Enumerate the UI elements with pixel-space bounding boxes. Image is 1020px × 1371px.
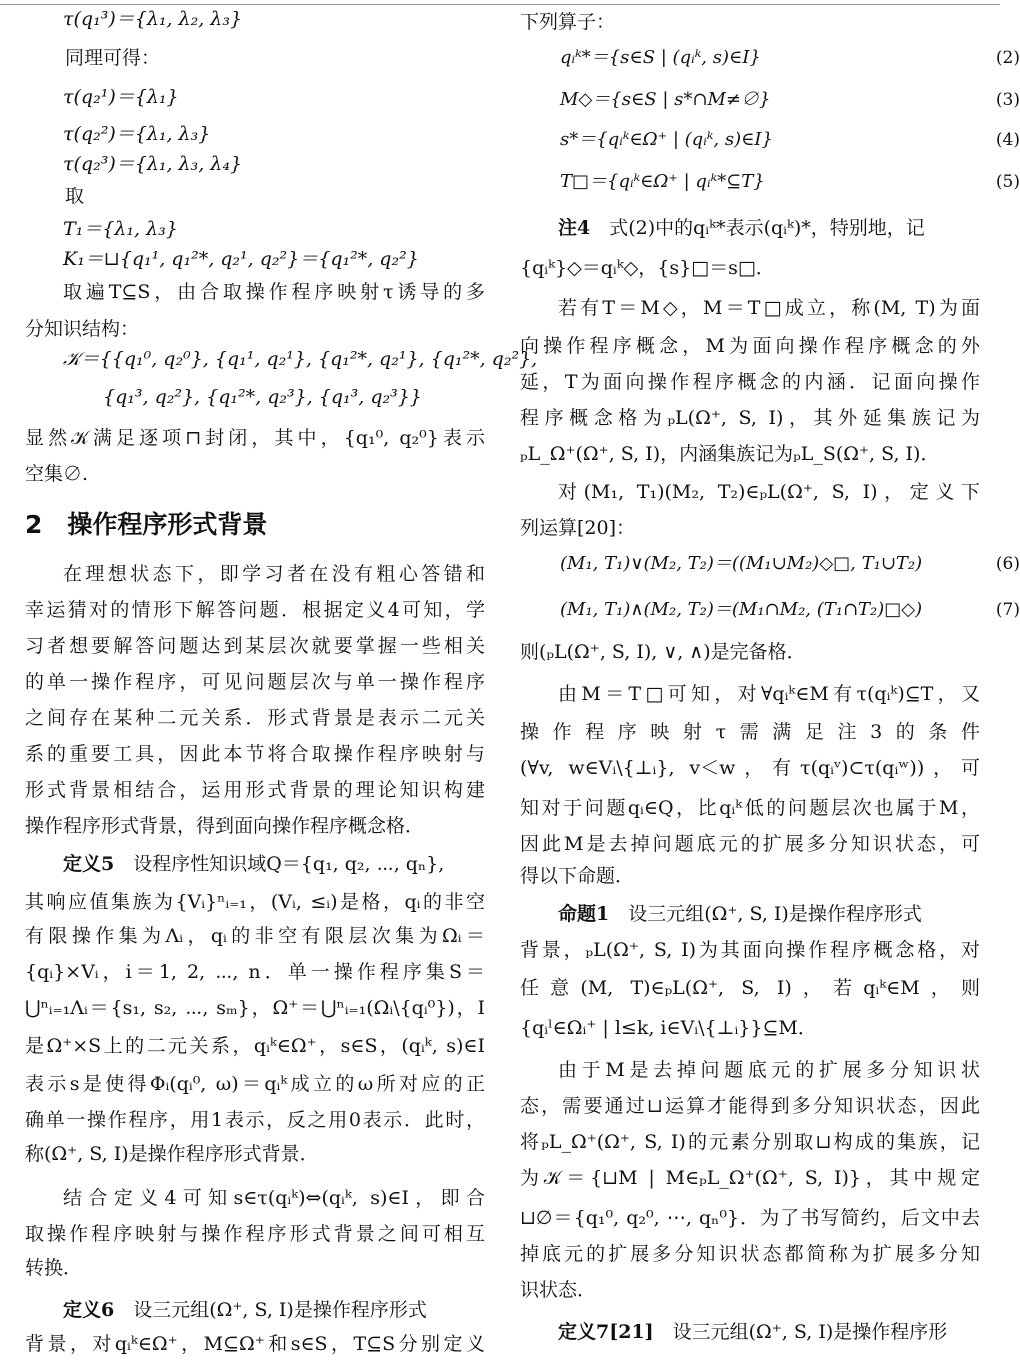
text-line: {qᵢ}×Vᵢ，i＝1, 2, ⋯, n．单一操作程序集S＝: [25, 961, 485, 983]
definition-text: 设三元组(Ω⁺, S, I)是操作程序形式: [114, 1299, 427, 1321]
math-line: τ(q₂²)＝{λ₁, λ₃}: [63, 123, 211, 145]
math-line: K₁＝⊔{q₁¹, q₁²*, q₂¹, q₂²}＝{q₁²*, q₂²}: [63, 248, 419, 270]
text-line: 态，需要通过⊔运算才能得到多分知识状态，因此: [520, 1095, 980, 1117]
text-line: 确单一操作程序，用1表示，反之用0表示．此时，: [25, 1109, 485, 1131]
text-line: 空集∅.: [25, 463, 89, 485]
definition-text: 设三元组(Ω⁺, S, I)是操作程序形: [653, 1321, 948, 1343]
definition-line: [25, 1296, 485, 1324]
definition-label: 注4: [558, 217, 591, 239]
math-line: τ(q₂³)＝{λ₁, λ₃, λ₄}: [63, 153, 243, 175]
text-line: 是Ω⁺×S上的二元关系，qᵢᵏ∈Ω⁺，s∈S，(qᵢᵏ, s)∈I: [25, 1035, 485, 1057]
equation-number: (5): [995, 172, 1020, 192]
text-line: {qᵢˡ∈Ωᵢ⁺ | l≤k, i∈Vᵢ\{⊥ᵢ}}⊆M．: [520, 1017, 817, 1039]
math-line: τ(q₂¹)＝{λ₁}: [63, 86, 179, 108]
text-line: 程序概念格为ₚL(Ω⁺, S, I)，其外延集族记为: [520, 407, 980, 429]
text-line: {qᵢᵏ}◇＝qᵢᵏ◇，{s}□＝s□．: [520, 257, 775, 279]
text-line: 则(ₚL(Ω⁺, S, I), ∨, ∧)是完备格．: [520, 641, 806, 663]
text-line: ⋃ⁿᵢ₌₁Λᵢ＝{s₁, s₂, ⋯, sₘ}，Ω⁺＝⋃ⁿᵢ₌₁(Ωᵢ\{qᵢ⁰})，I: [25, 997, 485, 1019]
text-line: 显然𝒦满足逐项⊓封闭，其中，{q₁⁰, q₂⁰}表示: [25, 427, 485, 449]
text-line: 的单一操作程序，可见问题层次与单一操作程序: [25, 671, 485, 693]
section-heading: 2 操作程序形式背景: [25, 510, 268, 539]
text-line: 分知识结构：: [25, 318, 140, 340]
equation-body: s*＝{qᵢᵏ∈Ω⁺ | (qᵢᵏ, s)∈I}: [560, 129, 773, 150]
math-line: 𝒦＝{{q₁⁰, q₂⁰}, {q₁¹, q₂¹}, {q₁²*, q₂¹}, {q₁²*, q₂²},: [63, 348, 538, 370]
text-line: 表示s是使得Φᵢ(qᵢ⁰, ω)＝qᵢᵏ成立的ω所对应的正: [25, 1073, 485, 1095]
text-line: 背景，对qᵢᵏ∈Ω⁺，M⊆Ω⁺和s∈S，T⊆S分别定义: [25, 1333, 485, 1355]
text-line: 得以下命题．: [520, 865, 635, 887]
definition-line: [25, 850, 485, 878]
text-line: 系的重要工具，因此本节将合取操作程序映射与: [25, 743, 485, 765]
definition-text: 设三元组(Ω⁺, S, I)是操作程序形式: [609, 903, 922, 925]
text-line: ⊔∅＝{q₁⁰, q₂⁰, ⋯, qₙ⁰}．为了书写简约，后文中去: [520, 1207, 980, 1229]
text-line: 有限操作集为Λᵢ，qᵢ的非空有限层次集为Ωᵢ＝: [25, 925, 485, 947]
equation: [520, 86, 1020, 114]
definition-label: 命题1: [558, 903, 610, 925]
text-line: 将ₚL_Ω⁺(Ω⁺, S, I)的元素分别取⊔构成的集族，记: [520, 1131, 980, 1153]
text-line: 向操作程序概念，M为面向操作程序概念的外: [520, 335, 980, 357]
equation-body: T□＝{qᵢᵏ∈Ω⁺ | qᵢᵏ*⊆T}: [560, 171, 765, 192]
definition-line: [520, 214, 980, 242]
equation-number: (6): [995, 554, 1020, 574]
text-line: 结合定义4可知s∈τ(qᵢᵏ)⇔(qᵢᵏ, s)∈I，即合: [63, 1187, 485, 1209]
text-line: 知对于问题qᵢ∈Q，比qᵢᵏ低的问题层次也属于M，: [520, 797, 980, 819]
text-line: 习者想要解答问题达到某层次就要掌握一些相关: [25, 635, 485, 657]
definition-text: 设程序性知识域Q＝{q₁, q₂, ⋯, qₙ},: [114, 853, 445, 875]
equation: [520, 550, 1020, 578]
definition-label: 定义6: [63, 1299, 115, 1321]
text-line: 为𝒦＝{⊔M | M∈ₚL_Ω⁺(Ω⁺, S, I)}，其中规定: [520, 1167, 980, 1189]
definition-line: [520, 900, 980, 928]
text-line: 列运算[20]：: [520, 517, 636, 539]
equation-number: (4): [995, 130, 1020, 150]
definition-text: 式(2)中的qᵢᵏ*表示(qᵢᵏ)*，特别地，记: [590, 217, 925, 239]
text-line: 延，T为面向操作程序概念的内涵．记面向操作: [520, 371, 980, 393]
text-line: 任意(M, T)∈ₚL(Ω⁺, S, I)，若qᵢᵏ∈M，则: [520, 977, 980, 999]
text-line: 幸运猜对的情形下解答问题．根据定义4可知，学: [25, 599, 485, 621]
equation-body: (M₁, T₁)∨(M₂, T₂)＝((M₁∪M₂)◇□, T₁∪T₂): [560, 553, 923, 574]
text-line: 掉底元的扩展多分知识状态都简称为扩展多分知: [520, 1243, 980, 1265]
text-line: 对(M₁, T₁)(M₂, T₂)∈ₚL(Ω⁺, S, I)，定义下: [558, 481, 980, 503]
text-line: 下列算子：: [520, 11, 616, 33]
text-line: ₚL_Ω⁺(Ω⁺, S, I)，内涵集族记为ₚL_S(Ω⁺, S, I)．: [520, 443, 940, 465]
text-line: 转换．: [25, 1257, 83, 1279]
text-line: 若有T＝M◇，M＝T□成立，称(M, T)为面: [558, 297, 980, 319]
text-line: (∀v, w∈Vᵢ\{⊥ᵢ}, v＜w，有τ(qᵢᵛ)⊂τ(qᵢʷ))，可: [520, 757, 980, 779]
equation-body: (M₁, T₁)∧(M₂, T₂)＝(M₁∩M₂, (T₁∩T₂)□◇): [560, 599, 923, 620]
equation-number: (7): [995, 600, 1020, 620]
equation: [520, 168, 1020, 196]
text-line: 因此M是去掉问题底元的扩展多分知识状态，可: [520, 833, 980, 855]
definition-line: [520, 1318, 980, 1346]
equation-body: M◇＝{s∈S | s*∩M≠∅}: [560, 89, 771, 110]
equation: [520, 44, 1020, 72]
text-line: 识状态．: [520, 1279, 597, 1301]
math-line: τ(q₁³)＝{λ₁, λ₂, λ₃}: [63, 8, 243, 30]
equation-number: (2): [995, 48, 1020, 68]
definition-label: 定义7[21]: [558, 1321, 654, 1343]
math-line: T₁＝{λ₁, λ₃}: [63, 218, 178, 240]
text-line: 在理想状态下，即学习者在没有粗心答错和: [63, 563, 485, 585]
equation-number: (3): [995, 90, 1020, 110]
equation: [520, 126, 1020, 154]
text-line: 同理可得：: [65, 47, 161, 69]
equation: [520, 596, 1020, 624]
text-line: 取: [65, 185, 85, 207]
equation-body: qᵢᵏ*＝{s∈S | (qᵢᵏ, s)∈I}: [560, 47, 761, 68]
text-line: 形式背景相结合，运用形式背景的理论知识构建: [25, 779, 485, 801]
text-line: 取操作程序映射与操作程序形式背景之间可相互: [25, 1223, 485, 1245]
definition-label: 定义5: [63, 853, 115, 875]
text-line: 称(Ω⁺, S, I)是操作程序形式背景．: [25, 1143, 319, 1165]
text-line: 之间存在某种二元关系．形式背景是表示二元关: [25, 707, 485, 729]
text-line: 背景，ₚL(Ω⁺, S, I)为其面向操作程序概念格，对: [520, 939, 980, 961]
text-line: 操作程序形式背景，得到面向操作程序概念格．: [25, 815, 425, 837]
text-line: 其响应值集族为{Vᵢ}ⁿᵢ₌₁，(Vᵢ, ≤ᵢ)是格，qᵢ的非空: [25, 891, 485, 913]
text-line: 操作程序映射τ需满足注3的条件: [520, 721, 980, 743]
text-line: 由于M是去掉问题底元的扩展多分知识状: [558, 1059, 980, 1081]
text-line: 取遍T⊆S，由合取操作程序映射τ诱导的多: [63, 281, 485, 303]
text-line: 由M＝T□可知，对∀qᵢᵏ∈M有τ(qᵢᵏ)⊆T，又: [558, 683, 980, 705]
math-line: {q₁³, q₂²}, {q₁²*, q₂³}, {q₁³, q₂³}}: [103, 386, 422, 408]
